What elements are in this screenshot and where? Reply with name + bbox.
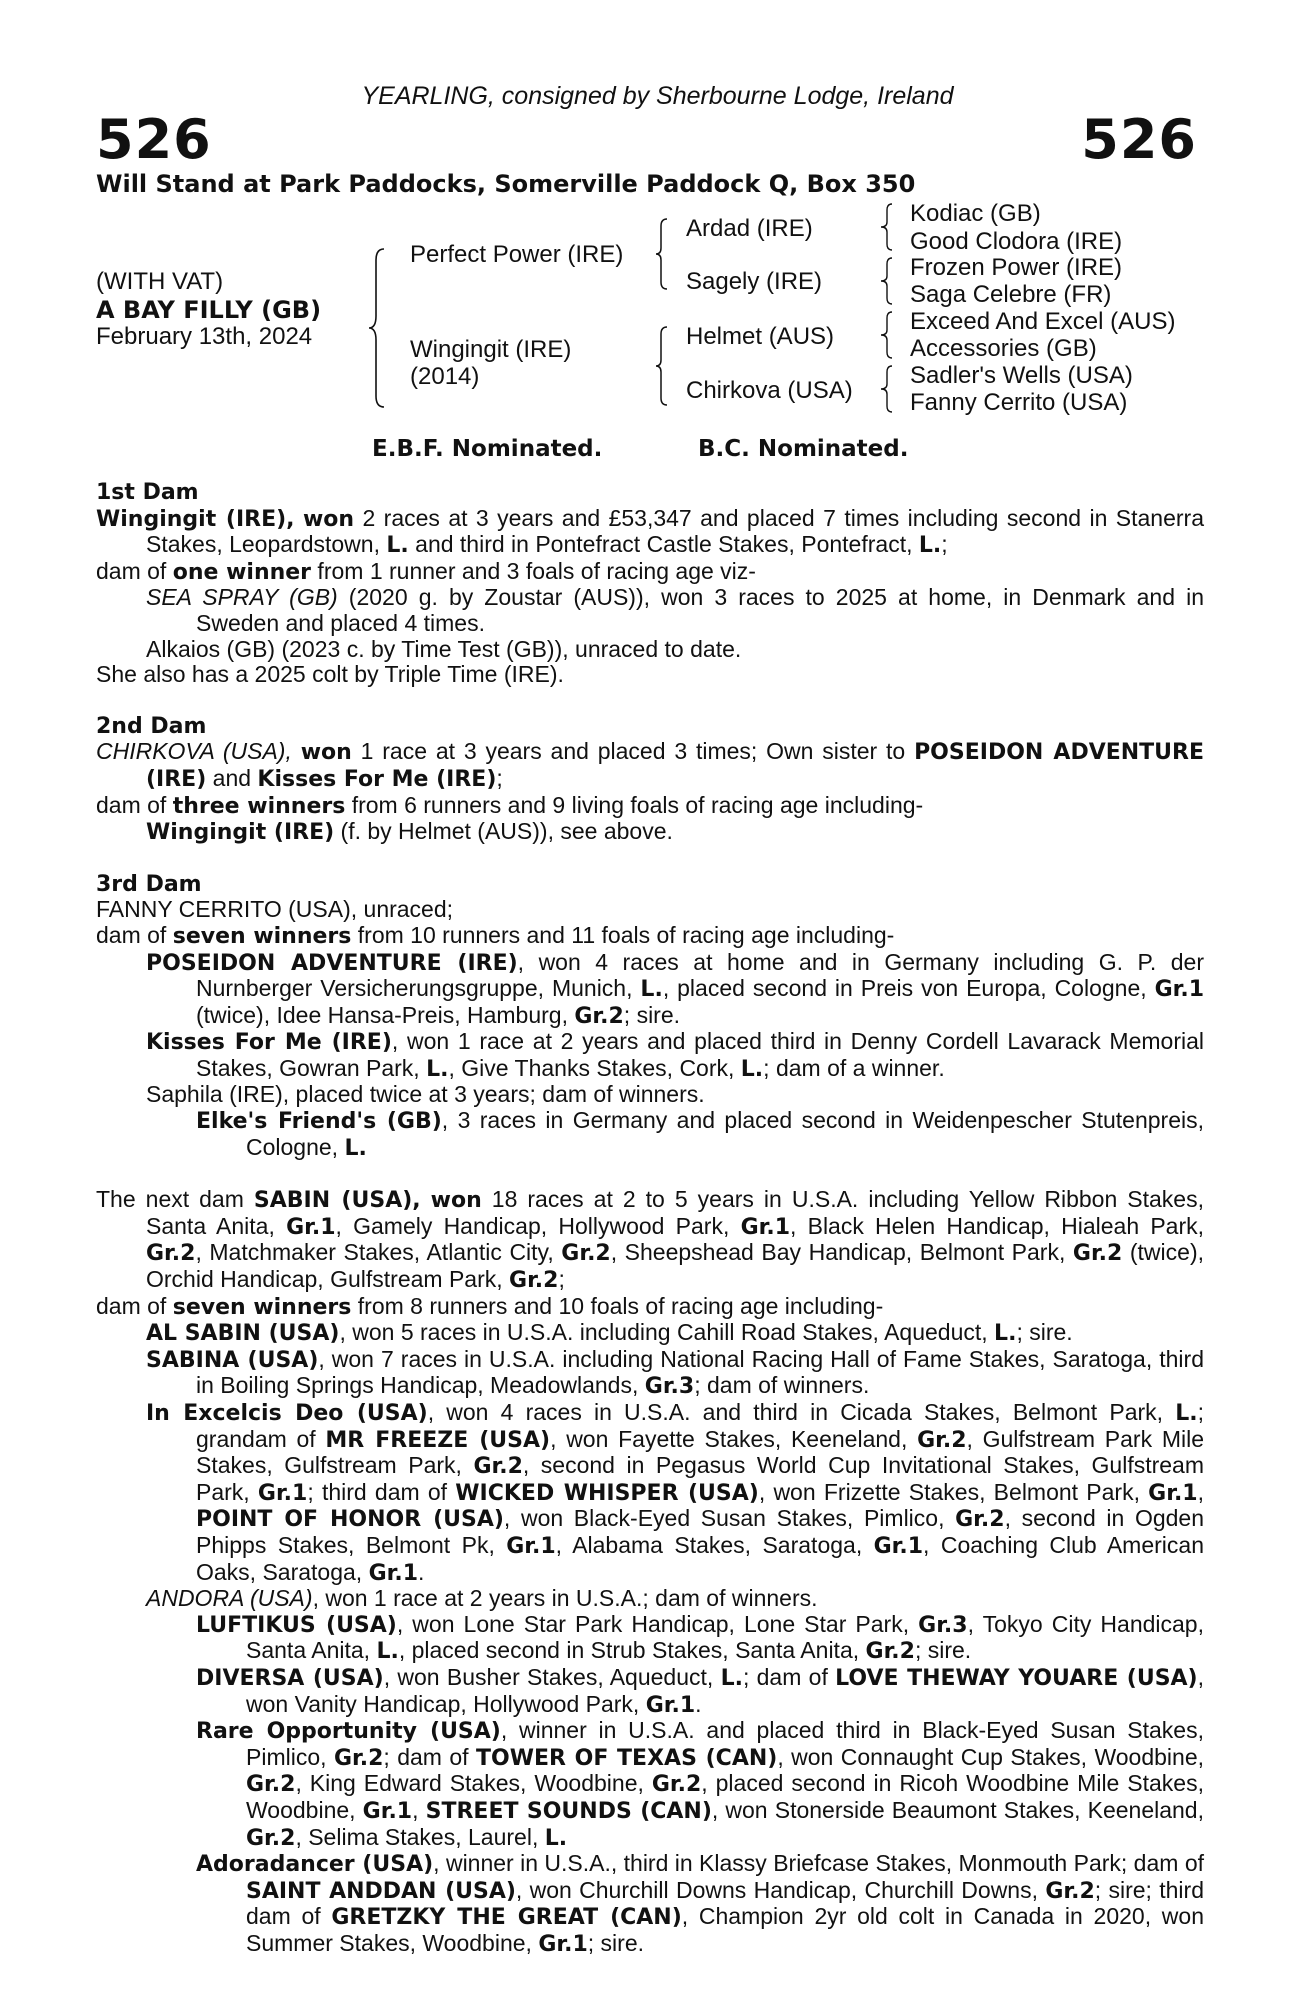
ancestor-kodiac: Kodiac (GB) <box>910 200 1041 227</box>
lot-number-right: 526 <box>1081 108 1197 171</box>
third-dam-record: FANNY CERRITO (USA), unraced; <box>96 896 454 923</box>
foaling-date: February 13th, 2024 <box>96 323 313 350</box>
second-dam-heading: 2nd Dam <box>96 713 207 739</box>
list-item: AL SABIN (USA), won 5 races in U.S.A. including Cahill Road Stakes, Aqueduct, L.; sire. <box>146 1319 1073 1347</box>
list-item: DIVERSA (USA), won Busher Stakes, Aqueduct, L.; dam of LOVE THEWAY YOUARE (USA), won Vanity Handicap, Hollywood Park, Gr.1. <box>196 1663 1205 1718</box>
bc-nominated: B.C. Nominated. <box>698 436 909 462</box>
next-dam-produce: dam of seven winners from 8 runners and 10 foals of racing age including- <box>96 1292 884 1320</box>
third-dam-heading: 3rd Dam <box>96 871 202 897</box>
list-item: LUFTIKUS (USA), won Lone Star Park Handicap, Lone Star Park, Gr.3, Tokyo City Handicap, Santa Anita, L., placed second in Strub Stakes, Santa Anita, Gr.2; sire. <box>196 1610 1204 1665</box>
list-item: Wingingit (IRE) (f. by Helmet (AUS)), see above. <box>146 818 673 846</box>
ancestor-sadlers-wells: Sadler's Wells (USA) <box>910 362 1133 389</box>
dam-name: Wingingit (IRE) <box>410 336 572 363</box>
list-item: Rare Opportunity (USA), winner in U.S.A. and placed third in Black-Eyed Susan Stakes, Pimlico, Gr.2; dam of TOWER OF TEXAS (CAN), won Connaught Cup Stakes, Woodbine, Gr.2, King Edward Stakes, Woodbine, Gr.2, placed second in Ricoh Woodbine Mile Stakes, Woodbine, Gr.1, STREET SOUNDS (CAN), won Stonerside Beaumont Stakes, Keeneland, Gr.2, Selima Stakes, Laurel, L. <box>196 1717 1205 1851</box>
horse-name: A BAY FILLY (GB) <box>96 296 322 324</box>
second-dam-produce: dam of three winners from 6 runners and 9 living foals of racing age including- <box>96 791 924 819</box>
pedigree-bracket-g3d <box>880 365 894 413</box>
stand-location: Will Stand at Park Paddocks, Somerville Paddock Q, Box 350 <box>96 170 916 198</box>
ancestor-accessories: Accessories (GB) <box>910 335 1097 362</box>
pedigree-bracket-dam <box>655 326 669 406</box>
ancestor-exceed-and-excel: Exceed And Excel (AUS) <box>910 308 1176 335</box>
list-item: Elke's Friend's (GB), 3 races in Germany and placed second in Weidenpescher Stutenpreis, Cologne, L. <box>196 1107 1204 1161</box>
list-item: ANDORA (USA), won 1 race at 2 years in U.S.A.; dam of winners. <box>146 1585 818 1612</box>
pedigree-bracket-sire <box>655 218 669 290</box>
first-dam-heading: 1st Dam <box>96 480 199 505</box>
sire-dam: Sagely (IRE) <box>686 268 823 295</box>
ancestor-frozen-power: Frozen Power (IRE) <box>910 254 1123 281</box>
list-item: Adoradancer (USA), winner in U.S.A., third in Klassy Briefcase Stakes, Monmouth Park; dam of SAINT ANDDAN (USA), won Churchill Downs Handicap, Churchill Downs, Gr.2; sire; third dam of GRETZKY THE GREAT (CAN), Champion 2yr old colt in Canada in 2020, won Summer Stakes, Woodbine, Gr.1; sire. <box>196 1850 1205 1957</box>
list-item: She also has a 2025 colt by Triple Time (IRE). <box>96 661 564 688</box>
dam-year: (2014) <box>410 363 480 390</box>
ebf-nominated: E.B.F. Nominated. <box>372 436 603 462</box>
list-item: Kisses For Me (IRE), won 1 race at 2 years and placed third in Denny Cordell Lavarack Memorial Stakes, Gowran Park, L., Give Thanks Stakes, Cork, L.; dam of a winner. <box>146 1028 1204 1082</box>
list-item: SABINA (USA), won 7 races in U.S.A. including National Racing Hall of Fame Stakes, Saratoga, third in Boiling Springs Handicap, Meadowlands, Gr.3; dam of winners. <box>146 1345 1204 1400</box>
pedigree-bracket-main <box>368 248 388 408</box>
third-dam-produce: dam of seven winners from 10 runners and 11 foals of racing age including- <box>96 921 895 949</box>
list-item: Alkaios (GB) (2023 c. by Time Test (GB)), unraced to date. <box>146 635 742 662</box>
list-item: POSEIDON ADVENTURE (IRE), won 4 races at home and in Germany including G. P. der Nurnberger Versicherungsgruppe, Munich, L., placed second in Preis von Europa, Cologne, Gr.1 (twice), Idee Hansa-Preis, Hamburg, Gr.2; sire. <box>146 948 1205 1029</box>
consignor-line: YEARLING, consigned by Sherbourne Lodge, Ireland <box>361 82 954 110</box>
sire-sire: Ardad (IRE) <box>686 215 813 242</box>
dam-dam: Chirkova (USA) <box>686 377 853 404</box>
pedigree-bracket-g3c <box>880 311 894 359</box>
lot-number-left: 526 <box>96 108 212 171</box>
ancestor-fanny-cerrito: Fanny Cerrito (USA) <box>910 389 1128 416</box>
pedigree-bracket-g3b <box>880 257 894 305</box>
dam-sire: Helmet (AUS) <box>686 323 835 350</box>
produce-record <box>96 480 1204 1957</box>
list-item: In Excelcis Deo (USA), won 4 races in U.S.A. and third in Cicada Stakes, Belmont Park, L.; grandam of MR FREEZE (USA), won Fayette Stakes, Keeneland, Gr.2, Gulfstream Park Mile Stakes, Gulfstream Park, Gr.2, second in Pegasus World Cup Invitational Stakes, Gulfstream Park, Gr.1; third dam of WICKED WHISPER (USA), won Frizette Stakes, Belmont Park, Gr.1, POINT OF HONOR (USA), won Black-Eyed Susan Stakes, Pimlico, Gr.2, second in Ogden Phipps Stakes, Belmont Pk, Gr.1, Alabama Stakes, Saratoga, Gr.1, Coaching Club American Oaks, Saratoga, Gr.1. <box>146 1399 1205 1586</box>
sire-name: Perfect Power (IRE) <box>410 241 624 268</box>
list-item: Saphila (IRE), placed twice at 3 years; dam of winners. <box>146 1081 705 1108</box>
next-dam-record: The next dam SABIN (USA), won 18 races at 2 to 5 years in U.S.A. including Yellow Ribbon Stakes, Santa Anita, Gr.1, Gamely Handicap, Hollywood Park, Gr.1, Black Helen Handicap, Hialeah Park, Gr.2, Matchmaker Stakes, Atlantic City, Gr.2, Sheepshead Bay Handicap, Belmont Park, Gr.2 (twice), Orchid Handicap, Gulfstream Park, Gr.2; <box>96 1186 1205 1294</box>
ancestor-saga-celebre: Saga Celebre (FR) <box>910 281 1112 308</box>
vat-label: (WITH VAT) <box>96 268 224 295</box>
list-item: SEA SPRAY (GB) (2020 g. by Zoustar (AUS)), won 3 races to 2025 at home, in Denmark and in Sweden and placed 4 times. <box>146 584 1204 636</box>
ancestor-good-clodora: Good Clodora (IRE) <box>910 228 1123 255</box>
first-dam-record: Wingingit (IRE), won 2 races at 3 years and £53,347 and placed 7 times including second in Stanerra Stakes, Leopardstown, L. and third in Pontefract Castle Stakes, Pontefract, L.; <box>96 504 1204 559</box>
pedigree-bracket-g3a <box>880 203 894 251</box>
first-dam-produce: dam of one winner from 1 runner and 3 foals of racing age viz- <box>96 557 756 585</box>
second-dam-record: CHIRKOVA (USA), won 1 race at 3 years and placed 3 times; Own sister to POSEIDON ADVENTURE (IRE) and Kisses For Me (IRE); <box>96 738 1205 792</box>
